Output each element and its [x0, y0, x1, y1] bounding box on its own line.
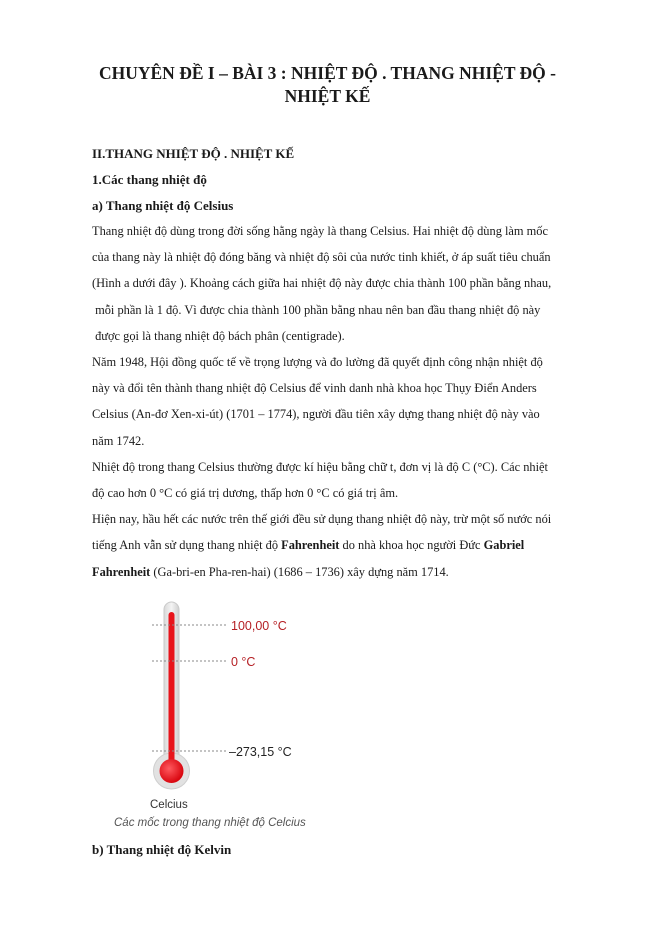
paragraph-celsius-intro — [92, 218, 592, 585]
text-line: Celsius (An-đơ Xen-xi-út) (1701 – 1774), người đầu tiên xây dựng thang nhiệt độ này vào — [92, 407, 540, 422]
title-line-2: NHIỆT KẾ — [284, 86, 371, 106]
text-line: năm 1742. — [92, 433, 145, 448]
text-line — [92, 559, 592, 585]
scale-name-label: Celcius — [150, 799, 188, 811]
mercury-column — [169, 612, 175, 772]
subsection-heading: 1.Các thang nhiệt độ — [92, 172, 207, 187]
text-line — [92, 532, 592, 558]
text-line: Thang nhiệt độ dùng trong đời sống hằng ngày là thang Celsius. Hai nhiệt độ dùng làm mốc — [92, 224, 548, 238]
text-line: này và đổi tên thành thang nhiệt độ Celsius để vinh danh nhà khoa học Thụy Điển Anders — [92, 381, 537, 396]
text-line: Năm 1948, Hội đồng quốc tế về trọng lượng và đo lường đã quyết định công nhận nhiệt độ — [92, 355, 543, 370]
text-run: do nhà khoa học người Đức — [339, 538, 484, 553]
mark-label-boiling: 100,00 °C — [231, 619, 287, 633]
section-heading: II.THANG NHIỆT ĐỘ . NHIỆT KẾ — [92, 146, 295, 161]
text-line: độ cao hơn 0 °C có giá trị dương, thấp hơn 0 °C có giá trị âm. — [92, 486, 399, 501]
text-line: Nhiệt độ trong thang Celsius thường được kí hiệu bằng chữ t, đơn vị là độ C (°C). Các nhiệt — [92, 459, 548, 474]
text-line: mỗi phần là 1 độ. Vì được chia thành 100 phần bằng nhau nên ban đầu thang nhiệt độ này — [92, 302, 541, 317]
bold-term: Fahrenheit — [92, 564, 151, 579]
text-line: của thang này là nhiệt độ đóng băng và nhiệt độ sôi của nước tinh khiết, ở áp suất tiêu chuẩn — [92, 250, 551, 265]
text-line: (Hình a dưới đây ). Khoảng cách giữa hai nhiệt độ này được chia thành 100 phần bằng nhau, — [92, 276, 552, 291]
mark-label-absolute-zero: –273,15 °C — [229, 745, 292, 759]
text-line: được gọi là thang nhiệt độ bách phân (centigrade). — [92, 328, 345, 343]
thermometer-figure — [110, 600, 350, 840]
page-title — [60, 62, 595, 108]
text-run: (Ga-bri-en Pha-ren-hai) (1686 – 1736) xây dựng năm 1714. — [150, 564, 449, 579]
thermometer-icon — [110, 600, 350, 840]
heading-kelvin: b) Thang nhiệt độ Kelvin — [92, 842, 232, 857]
bold-term: Fahrenheit — [281, 538, 340, 553]
text-run: tiếng Anh vẫn sử dụng thang nhiệt độ — [92, 538, 282, 553]
bold-term: Gabriel — [483, 538, 525, 553]
title-line-1: CHUYÊN ĐỀ I – BÀI 3 : NHIỆT ĐỘ . THANG NHIỆT ĐỘ - — [98, 63, 557, 83]
thermometer-bulb — [160, 759, 184, 783]
text-line: Hiện nay, hầu hết các nước trên thế giới đều sử dụng thang nhiệt độ này, trừ một số nước nói — [92, 512, 552, 527]
figure-caption: Các mốc trong thang nhiệt độ Celcius — [114, 817, 306, 829]
heading-celsius: a) Thang nhiệt độ Celsius — [92, 198, 234, 213]
mark-label-freezing: 0 °C — [231, 655, 256, 669]
